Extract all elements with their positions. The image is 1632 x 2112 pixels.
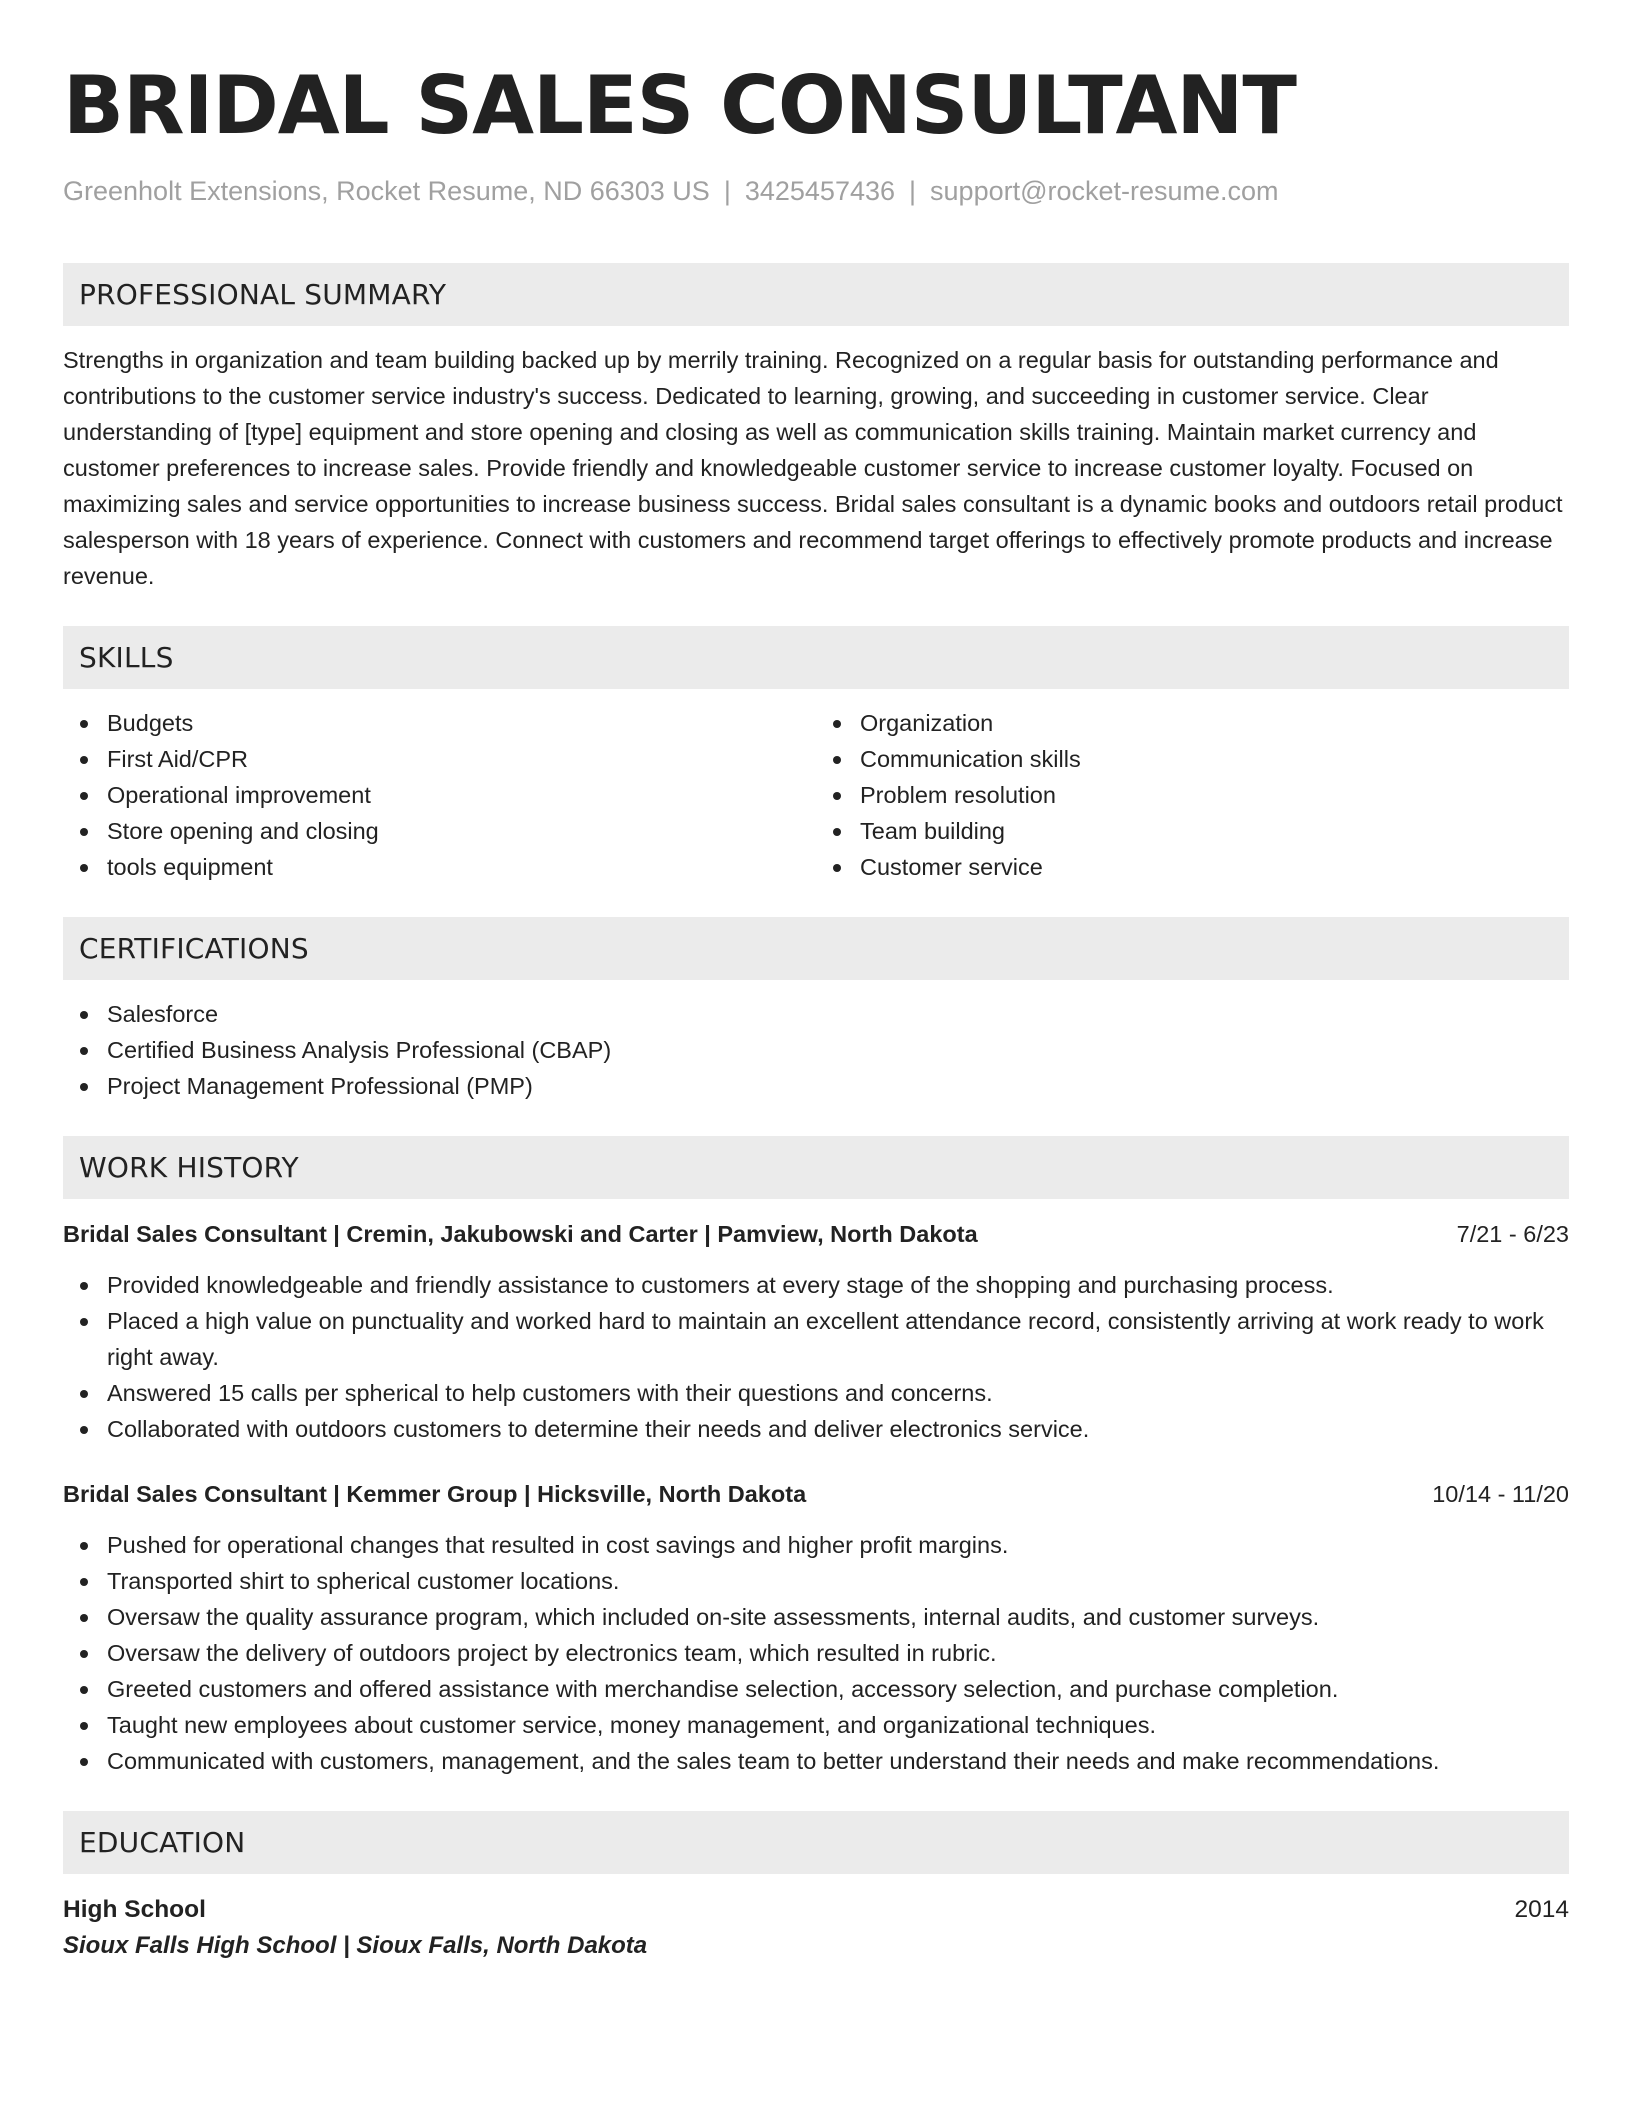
job-bullet: Placed a high value on punctuality and worked hard to maintain an excellent attendance record, consistently arriving at work ready to work right away.	[107, 1303, 1569, 1375]
education-school: Sioux Falls High School | Sioux Falls, North Dakota	[63, 1932, 648, 1959]
candidate-name: BRIDAL SALES CONSULTANT	[63, 59, 1296, 152]
skill-item: Problem resolution	[860, 777, 1569, 813]
job-dates: 10/14 - 11/20	[1432, 1481, 1569, 1507]
job-bullet: Transported shirt to spherical customer locations.	[107, 1563, 1569, 1599]
job-entry	[63, 1217, 1569, 1447]
skill-item: Operational improvement	[107, 777, 816, 813]
skill-item: tools equipment	[107, 849, 816, 885]
certification-item: Certified Business Analysis Professional (CBAP)	[107, 1032, 1569, 1068]
skill-item: Budgets	[107, 705, 816, 741]
job-bullets	[63, 1527, 1569, 1779]
skills-grid	[63, 689, 1569, 885]
certifications-heading: CERTIFICATIONS	[63, 917, 1569, 980]
certification-item: Project Management Professional (PMP)	[107, 1068, 1569, 1104]
job-bullet: Communicated with customers, management, and the sales team to better understand their needs and make recommendations.	[107, 1743, 1569, 1779]
education-section	[63, 1811, 1569, 1964]
job-header	[63, 1477, 1569, 1511]
contact-email: support@rocket-resume.com	[930, 176, 1279, 206]
contact-separator: |	[723, 176, 731, 206]
education-degree: High School	[63, 1896, 206, 1923]
job-bullet: Collaborated with outdoors customers to determine their needs and deliver electronics service.	[107, 1411, 1569, 1447]
skills-heading: SKILLS	[63, 626, 1569, 689]
work-history-section	[63, 1136, 1569, 1779]
skill-item: Customer service	[860, 849, 1569, 885]
skill-item: Communication skills	[860, 741, 1569, 777]
skill-item: Organization	[860, 705, 1569, 741]
skills-list-left	[63, 705, 816, 885]
education-header	[63, 1892, 1569, 1928]
summary-text: Strengths in organization and team building backed up by merrily training. Recognized on a regular basis for outstanding performance and contributions to the customer service industry's success. Dedicated to learning, growing, and succeeding in customer service. Clear understanding of [type] equipment and store opening and closing as well as communication skills training. Maintain market currency and customer preferences to increase sales. Provide friendly and knowledgeable customer service to increase customer loyalty. Focused on maximizing sales and service opportunities to increase business success. Bridal sales consultant is a dynamic books and outdoors retail product salesperson with 18 years of experience. Connect with customers and recommend target offerings to effectively promote products and increase revenue.	[63, 347, 1563, 589]
skills-list-right	[816, 705, 1569, 885]
job-bullet: Oversaw the delivery of outdoors project by electronics team, which resulted in rubric.	[107, 1635, 1569, 1671]
job-bullet: Taught new employees about customer service, money management, and organizational techniques.	[107, 1707, 1569, 1743]
education-year: 2014	[1514, 1896, 1569, 1923]
job-bullet: Provided knowledgeable and friendly assistance to customers at every stage of the shopping and purchasing process.	[107, 1267, 1569, 1303]
contact-line	[63, 174, 1569, 208]
skill-item: Store opening and closing	[107, 813, 816, 849]
certifications-list	[63, 996, 1569, 1104]
contact-address: Greenholt Extensions, Rocket Resume, ND 66303 US	[63, 176, 710, 206]
job-bullet: Pushed for operational changes that resulted in cost savings and higher profit margins.	[107, 1527, 1569, 1563]
job-entry	[63, 1477, 1569, 1779]
work-history-heading: WORK HISTORY	[63, 1136, 1569, 1199]
job-bullets	[63, 1267, 1569, 1447]
job-bullet: Answered 15 calls per spherical to help customers with their questions and concerns.	[107, 1375, 1569, 1411]
education-heading: EDUCATION	[63, 1811, 1569, 1874]
contact-separator: |	[909, 176, 917, 206]
job-dates: 7/21 - 6/23	[1456, 1221, 1569, 1247]
job-title: Bridal Sales Consultant | Cremin, Jakubowski and Carter | Pamview, North Dakota	[63, 1221, 978, 1247]
job-header	[63, 1217, 1569, 1251]
certification-item: Salesforce	[107, 996, 1569, 1032]
summary-heading: PROFESSIONAL SUMMARY	[63, 263, 1569, 326]
job-title: Bridal Sales Consultant | Kemmer Group | Hicksville, North Dakota	[63, 1481, 807, 1507]
skill-item: First Aid/CPR	[107, 741, 816, 777]
contact-phone: 3425457436	[744, 176, 896, 206]
skills-section	[63, 626, 1569, 885]
summary-section	[63, 263, 1569, 594]
job-bullet: Oversaw the quality assurance program, which included on-site assessments, internal audits, and customer surveys.	[107, 1599, 1569, 1635]
skill-item: Team building	[860, 813, 1569, 849]
certifications-section	[63, 917, 1569, 1104]
job-bullet: Greeted customers and offered assistance with merchandise selection, accessory selection, and purchase completion.	[107, 1671, 1569, 1707]
